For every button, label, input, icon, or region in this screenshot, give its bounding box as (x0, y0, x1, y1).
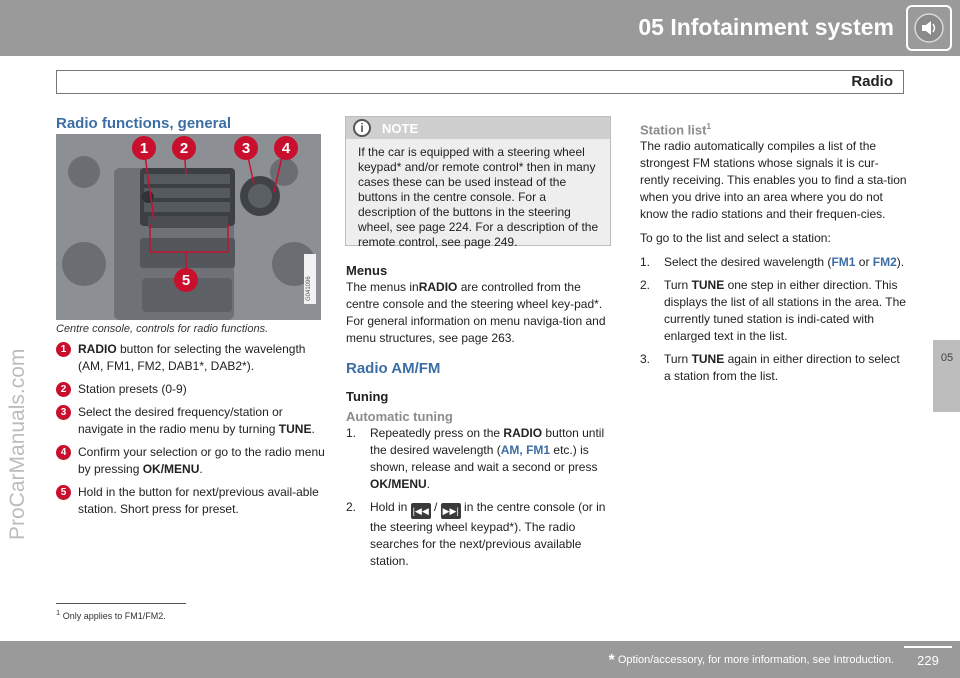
figure-marker-3: 3 (241, 140, 251, 157)
col1-title: Radio functions, general (56, 115, 232, 132)
item-number: 1 (56, 342, 71, 357)
list-item: 1 RADIO button for selecting the wavelength (AM, FM1, FM2, DAB1*, DAB2*). (56, 341, 326, 375)
watermark: ProCarManuals.com (6, 348, 29, 540)
chapter-title: 05 Infotainment system (638, 14, 894, 40)
item-number: 4 (56, 445, 71, 460)
station-step-2: 2. Turn TUNE one step in either direction. This displays the list of all stations in the area. The currently tuned station is indi-cated with enlarged text in the list. (640, 278, 906, 344)
section-bar (56, 70, 904, 94)
list-item: 5 Hold in the button for next/previous avail-able station. Short press for preset. (56, 484, 326, 518)
station-para-2: To go to the list and select a station: (640, 231, 831, 246)
info-icon: i (353, 119, 371, 137)
menus-text: The menus inRADIO are controlled from the centre console and the steering wheel key-pad*. For general information on menu naviga-tion and menu structures, see page 263. (346, 280, 606, 345)
amfm-title: Radio AM/FM (346, 360, 441, 377)
station-list-title: Station list$^1$ (640, 122, 711, 138)
footnote: $^1$ Only applies to FM1/FM2. (56, 608, 166, 621)
list-item: 3 Select the desired frequency/station or navigate in the radio menu by turning TUNE. (56, 404, 326, 438)
figure-marker-4: 4 (281, 140, 291, 157)
figure-marker-1: 1 (139, 140, 149, 157)
skip-back-icon: |◀◀ (411, 503, 431, 519)
side-tab (934, 340, 960, 412)
station-para-1: The radio automatically compiles a list of the strongest FM stations whose signals it is cur-rently receiving. This enables you to find a sta-tion when you drive into an area where you do not know the radio stations and their frequen-cies. (640, 139, 907, 222)
item-number: 2 (56, 382, 71, 397)
note-label: NOTE (382, 121, 419, 136)
note-text: If the car is equipped with a steering wheel keypad* and/or remote control* then in many cases these can be used instead of the buttons in the centre console. For a description of the buttons in the steering wheel, see page 224. For a description of the remote control, see page 249. (358, 145, 599, 249)
station-step-3: 3. Turn TUNE again in either direction to select a station from the list. (640, 352, 900, 384)
note-header (346, 117, 610, 139)
auto-tuning-title: Automatic tuning (346, 409, 453, 424)
footer-note: * Option/accessory, for more information, see Introduction. (608, 652, 894, 669)
list-item: 2 Station presets (0-9) (56, 381, 326, 398)
control-list (56, 341, 326, 524)
tuning-step-1: 1. Repeatedly press on the RADIO button until the desired wavelength (AM, FM1 etc.) is shown, release and wait a second or press OK/MENU. (346, 426, 605, 491)
header-band (0, 0, 960, 56)
list-item: 4 Confirm your selection or go to the radio menu by pressing OK/MENU. (56, 444, 326, 478)
side-tab-label: 05 (940, 352, 954, 364)
tuning-title: Tuning (346, 389, 389, 404)
page-number: 229 (904, 646, 952, 674)
speaker-icon (906, 5, 952, 51)
tuning-section (346, 388, 614, 570)
menus-section (346, 262, 614, 347)
tuning-step-2: 2. Hold in |◀◀ / ▶▶| in the centre console (or in the steering wheel keypad*). The radio searches for the next/previous available station. (346, 500, 606, 568)
menus-title: Menus (346, 263, 388, 278)
note-box (345, 116, 611, 249)
station-list-section (640, 118, 908, 385)
figure-code: G041096 (306, 276, 312, 301)
figure-caption: Centre console, controls for radio functions. (56, 323, 269, 335)
console-figure (56, 134, 321, 320)
footer-band (0, 641, 960, 678)
figure-marker-5: 5 (181, 272, 191, 289)
item-number: 5 (56, 485, 71, 500)
footnote-rule (56, 603, 186, 604)
item-number: 3 (56, 405, 71, 420)
skip-forward-icon: ▶▶| (441, 503, 461, 519)
station-step-1: 1. Select the desired wavelength (FM1 or FM2). (640, 255, 905, 270)
section-title: Radio (851, 73, 893, 90)
figure-marker-2: 2 (179, 140, 189, 157)
